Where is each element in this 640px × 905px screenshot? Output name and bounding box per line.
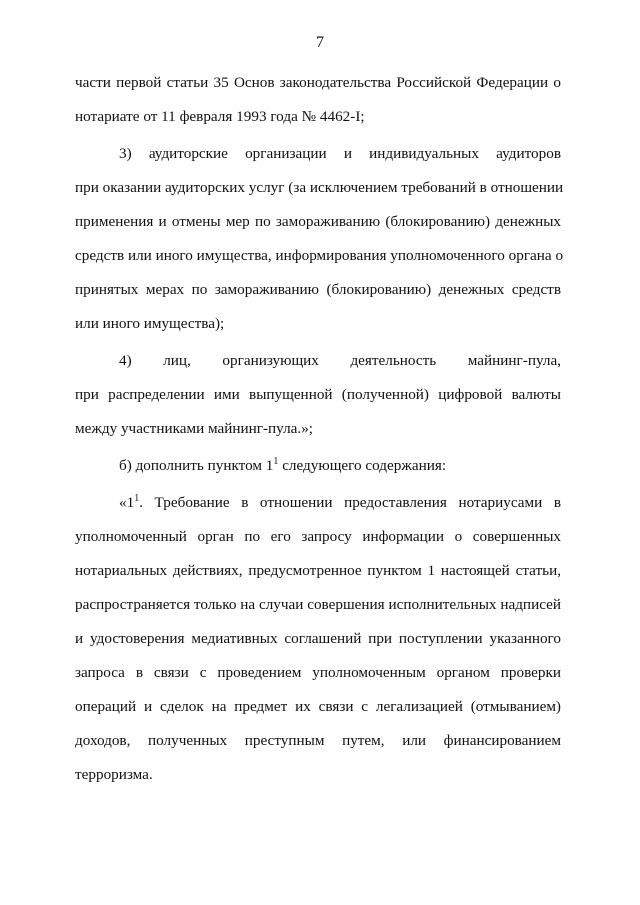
list-item-4-line: 4) лиц, организующих деятельность майнинг-пула, [119,352,561,369]
text-line: запроса в связи с проведением уполномоченным органом проверки [75,664,561,681]
new-point-number: «1 [119,494,135,511]
text-line: распространяется только на случаи совершения исполнительных надписей [75,596,561,613]
text-line: принятых мерах по замораживанию (блокированию) денежных средств [75,281,561,298]
text-line: и удостоверения медиативных соглашений при поступлении указанного [75,630,561,647]
new-point-superscript: 1 [134,493,140,504]
text-line: нотариате от 11 февраля 1993 года № 4462-I; [75,108,365,125]
list-item-3-line: 3) аудиторские организации и индивидуальных аудиторов [119,145,561,162]
new-point-text: . Требование в отношении предоставления нотариусами в [139,494,561,511]
amendment-b-text-end: следующего содержания: [278,457,447,474]
text-line: между участниками майнинг-пула.»; [75,420,314,437]
text-line: применения и отмены мер по замораживанию (блокированию) денежных [75,213,561,230]
text-line: при оказании аудиторских услуг (за исключением требований в отношении [75,179,564,196]
amendment-b-line [75,455,561,477]
text-line: терроризма. [75,766,153,783]
page-number: 7 [316,34,324,51]
new-point-line [75,492,561,514]
text-line: при распределении ими выпущенной (полученной) цифровой валюты [75,386,561,403]
text-line: нотариальных действиях, предусмотренное пунктом 1 настоящей статьи, [75,562,561,579]
text-line: доходов, полученных преступным путем, или финансированием [75,732,561,749]
amendment-b-text: б) дополнить пунктом 1 [119,457,274,474]
text-line: или иного имущества); [75,315,225,332]
amendment-b-superscript: 1 [273,456,279,467]
text-line: операций и сделок на предмет их связи с легализацией (отмыванием) [75,698,561,715]
text-line: средств или иного имущества, информирования уполномоченного органа о [75,247,564,264]
text-line: уполномоченный орган по его запросу информации о совершенных [75,528,561,545]
text-line: части первой статьи 35 Основ законодательства Российской Федерации о [75,74,561,91]
